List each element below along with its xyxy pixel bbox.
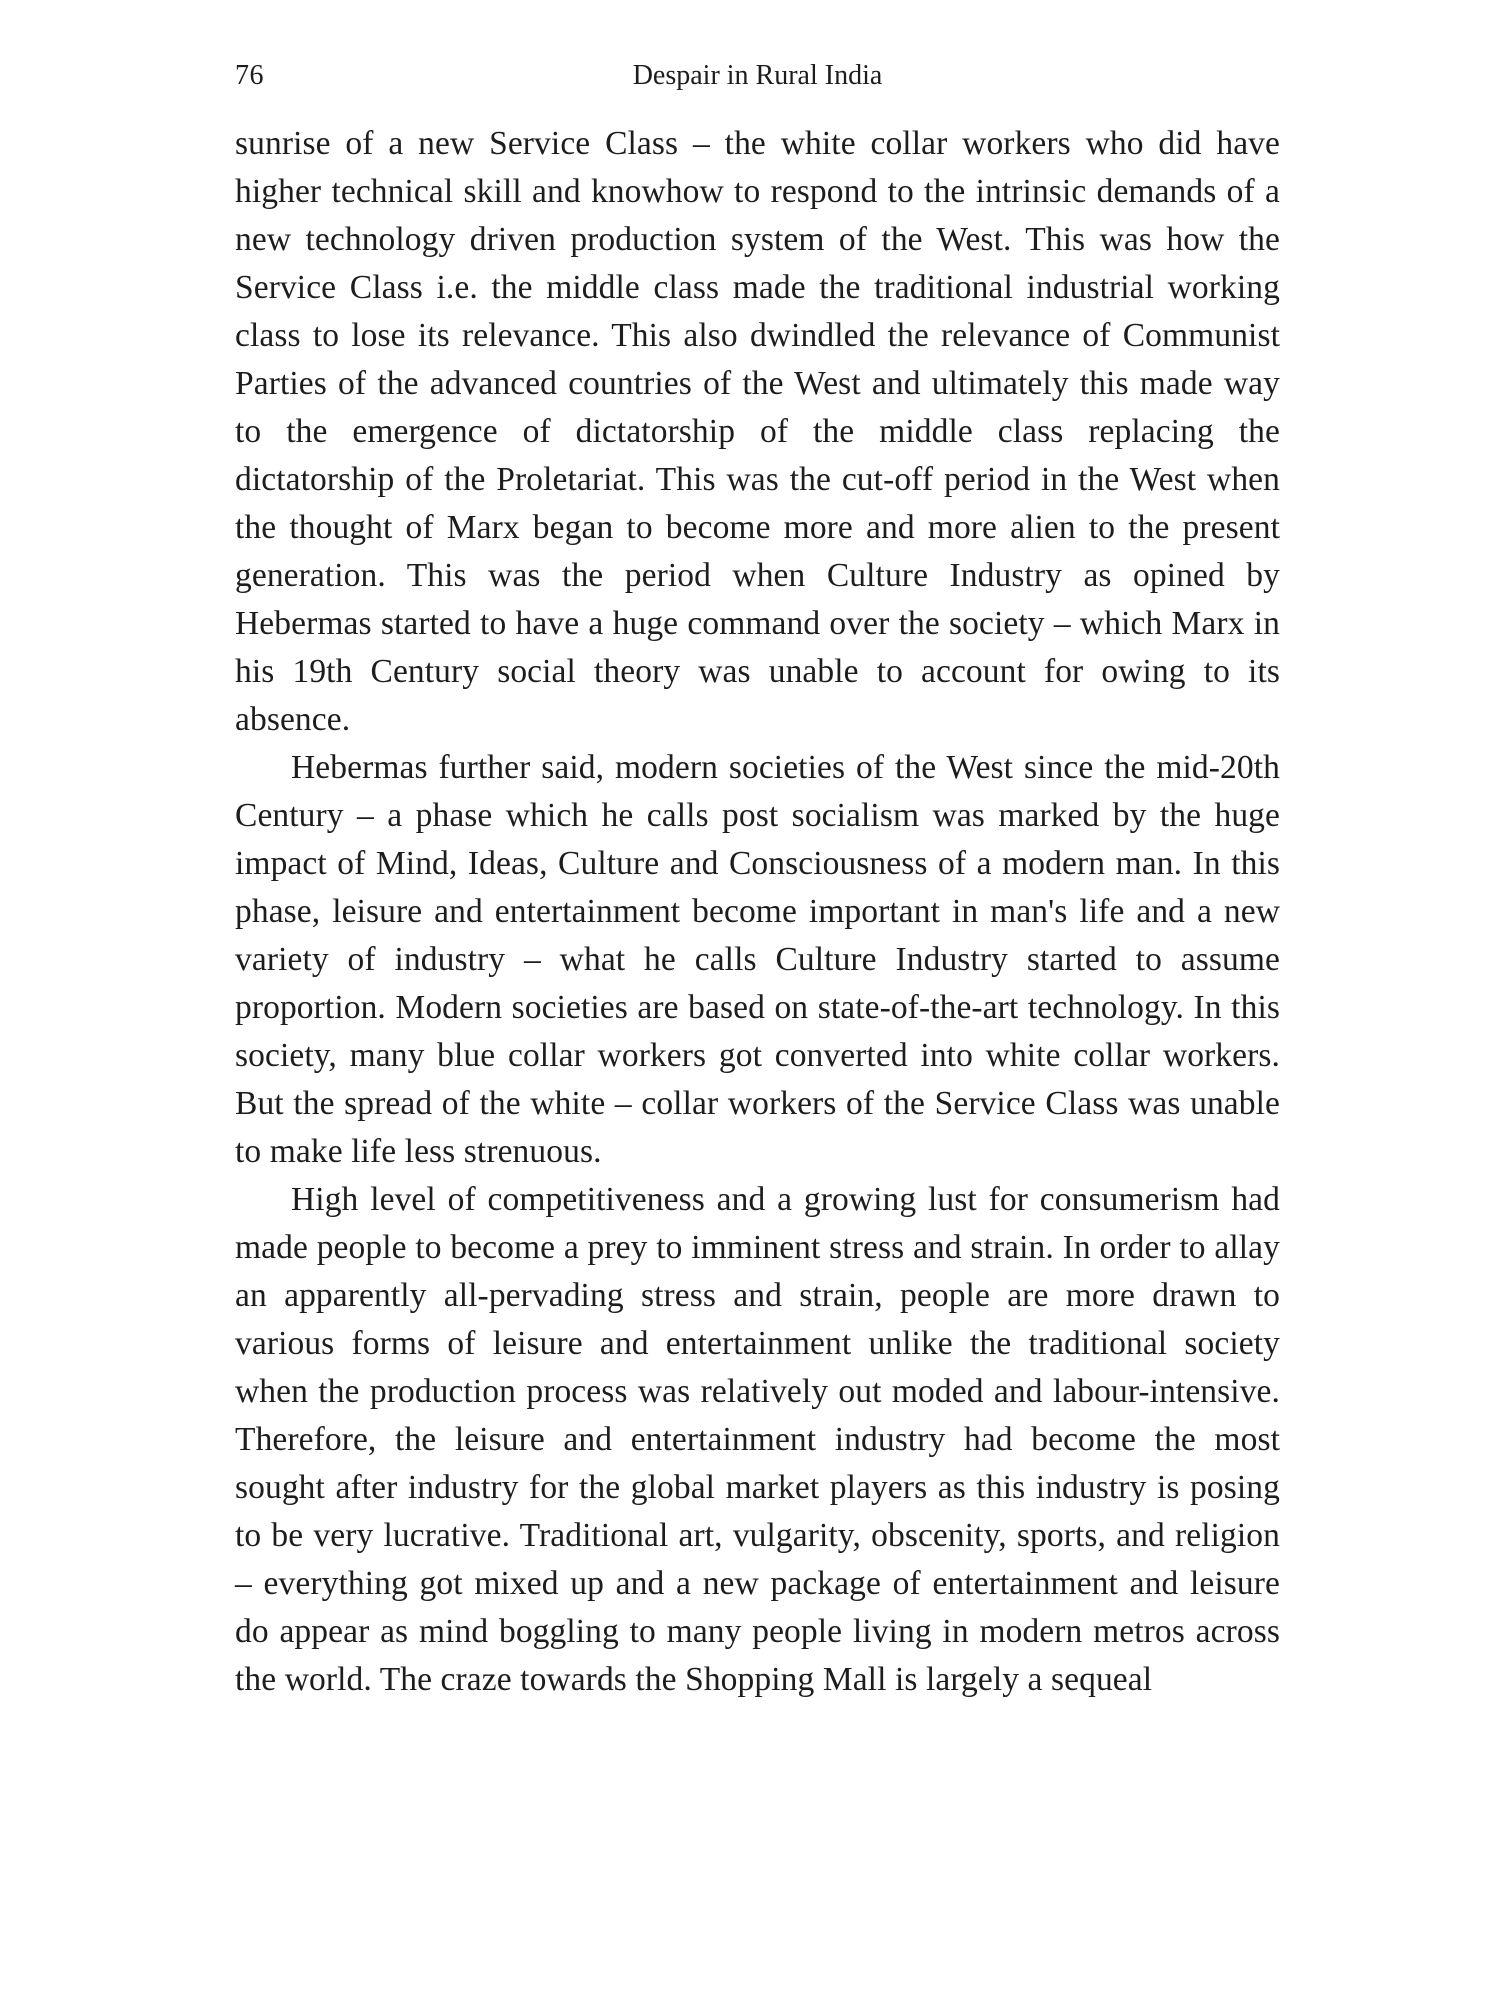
running-title: Despair in Rural India: [632, 60, 883, 91]
paragraph: High level of competitiveness and a growing lust for consumerism had made people to become a prey to imminent stress and strain. In order to allay an apparently all-pervading stress and strain, people are more drawn to various forms of leisure and entertainment unlike the traditional society when the production process was relatively out moded and labour-intensive. Therefore, the leisure and entertainment industry had become the most sought after industry for the global market players as this industry is posing to be very lucrative. Traditional art, vulgarity, obscenity, sports, and religion – everything got mixed up and a new package of entertainment and leisure do appear as mind boggling to many people living in modern metros across the world. The craze towards the Shopping Mall is largely a sequeal: [235, 1181, 1280, 1698]
body-text: [235, 120, 1280, 1704]
paragraph-continued: sunrise of a new Service Class – the white collar workers who did have higher technical skill and knowhow to respond to the intrinsic demands of a new technology driven production system of the West. This was how the Service Class i.e. the middle class made the traditional industrial working class to lose its relevance. This also dwindled the relevance of Communist Parties of the advanced countries of the West and ultimately this made way to the emergence of dictatorship of the middle class replacing the dictatorship of the Proletariat. This was the cut-off period in the West when the thought of Marx began to become more and more alien to the present generation. This was the period when Culture Industry as opined by Hebermas started to have a huge command over the society – which Marx in his 19th Century social theory was unable to account for owing to its absence.: [235, 125, 1280, 738]
page-header: [235, 56, 1280, 96]
paragraph: Hebermas further said, modern societies of the West since the mid-20th Century – a phase which he calls post socialism was marked by the huge impact of Mind, Ideas, Culture and Consciousness of a modern man. In this phase, leisure and entertainment become important in man's life and a new variety of industry – what he calls Culture Industry started to assume proportion. Modern societies are based on state-of-the-art technology. In this society, many blue collar workers got converted into white collar workers. But the spread of the white – collar workers of the Service Class was unable to make life less strenuous.: [235, 749, 1280, 1170]
page-number: 76: [235, 60, 264, 91]
